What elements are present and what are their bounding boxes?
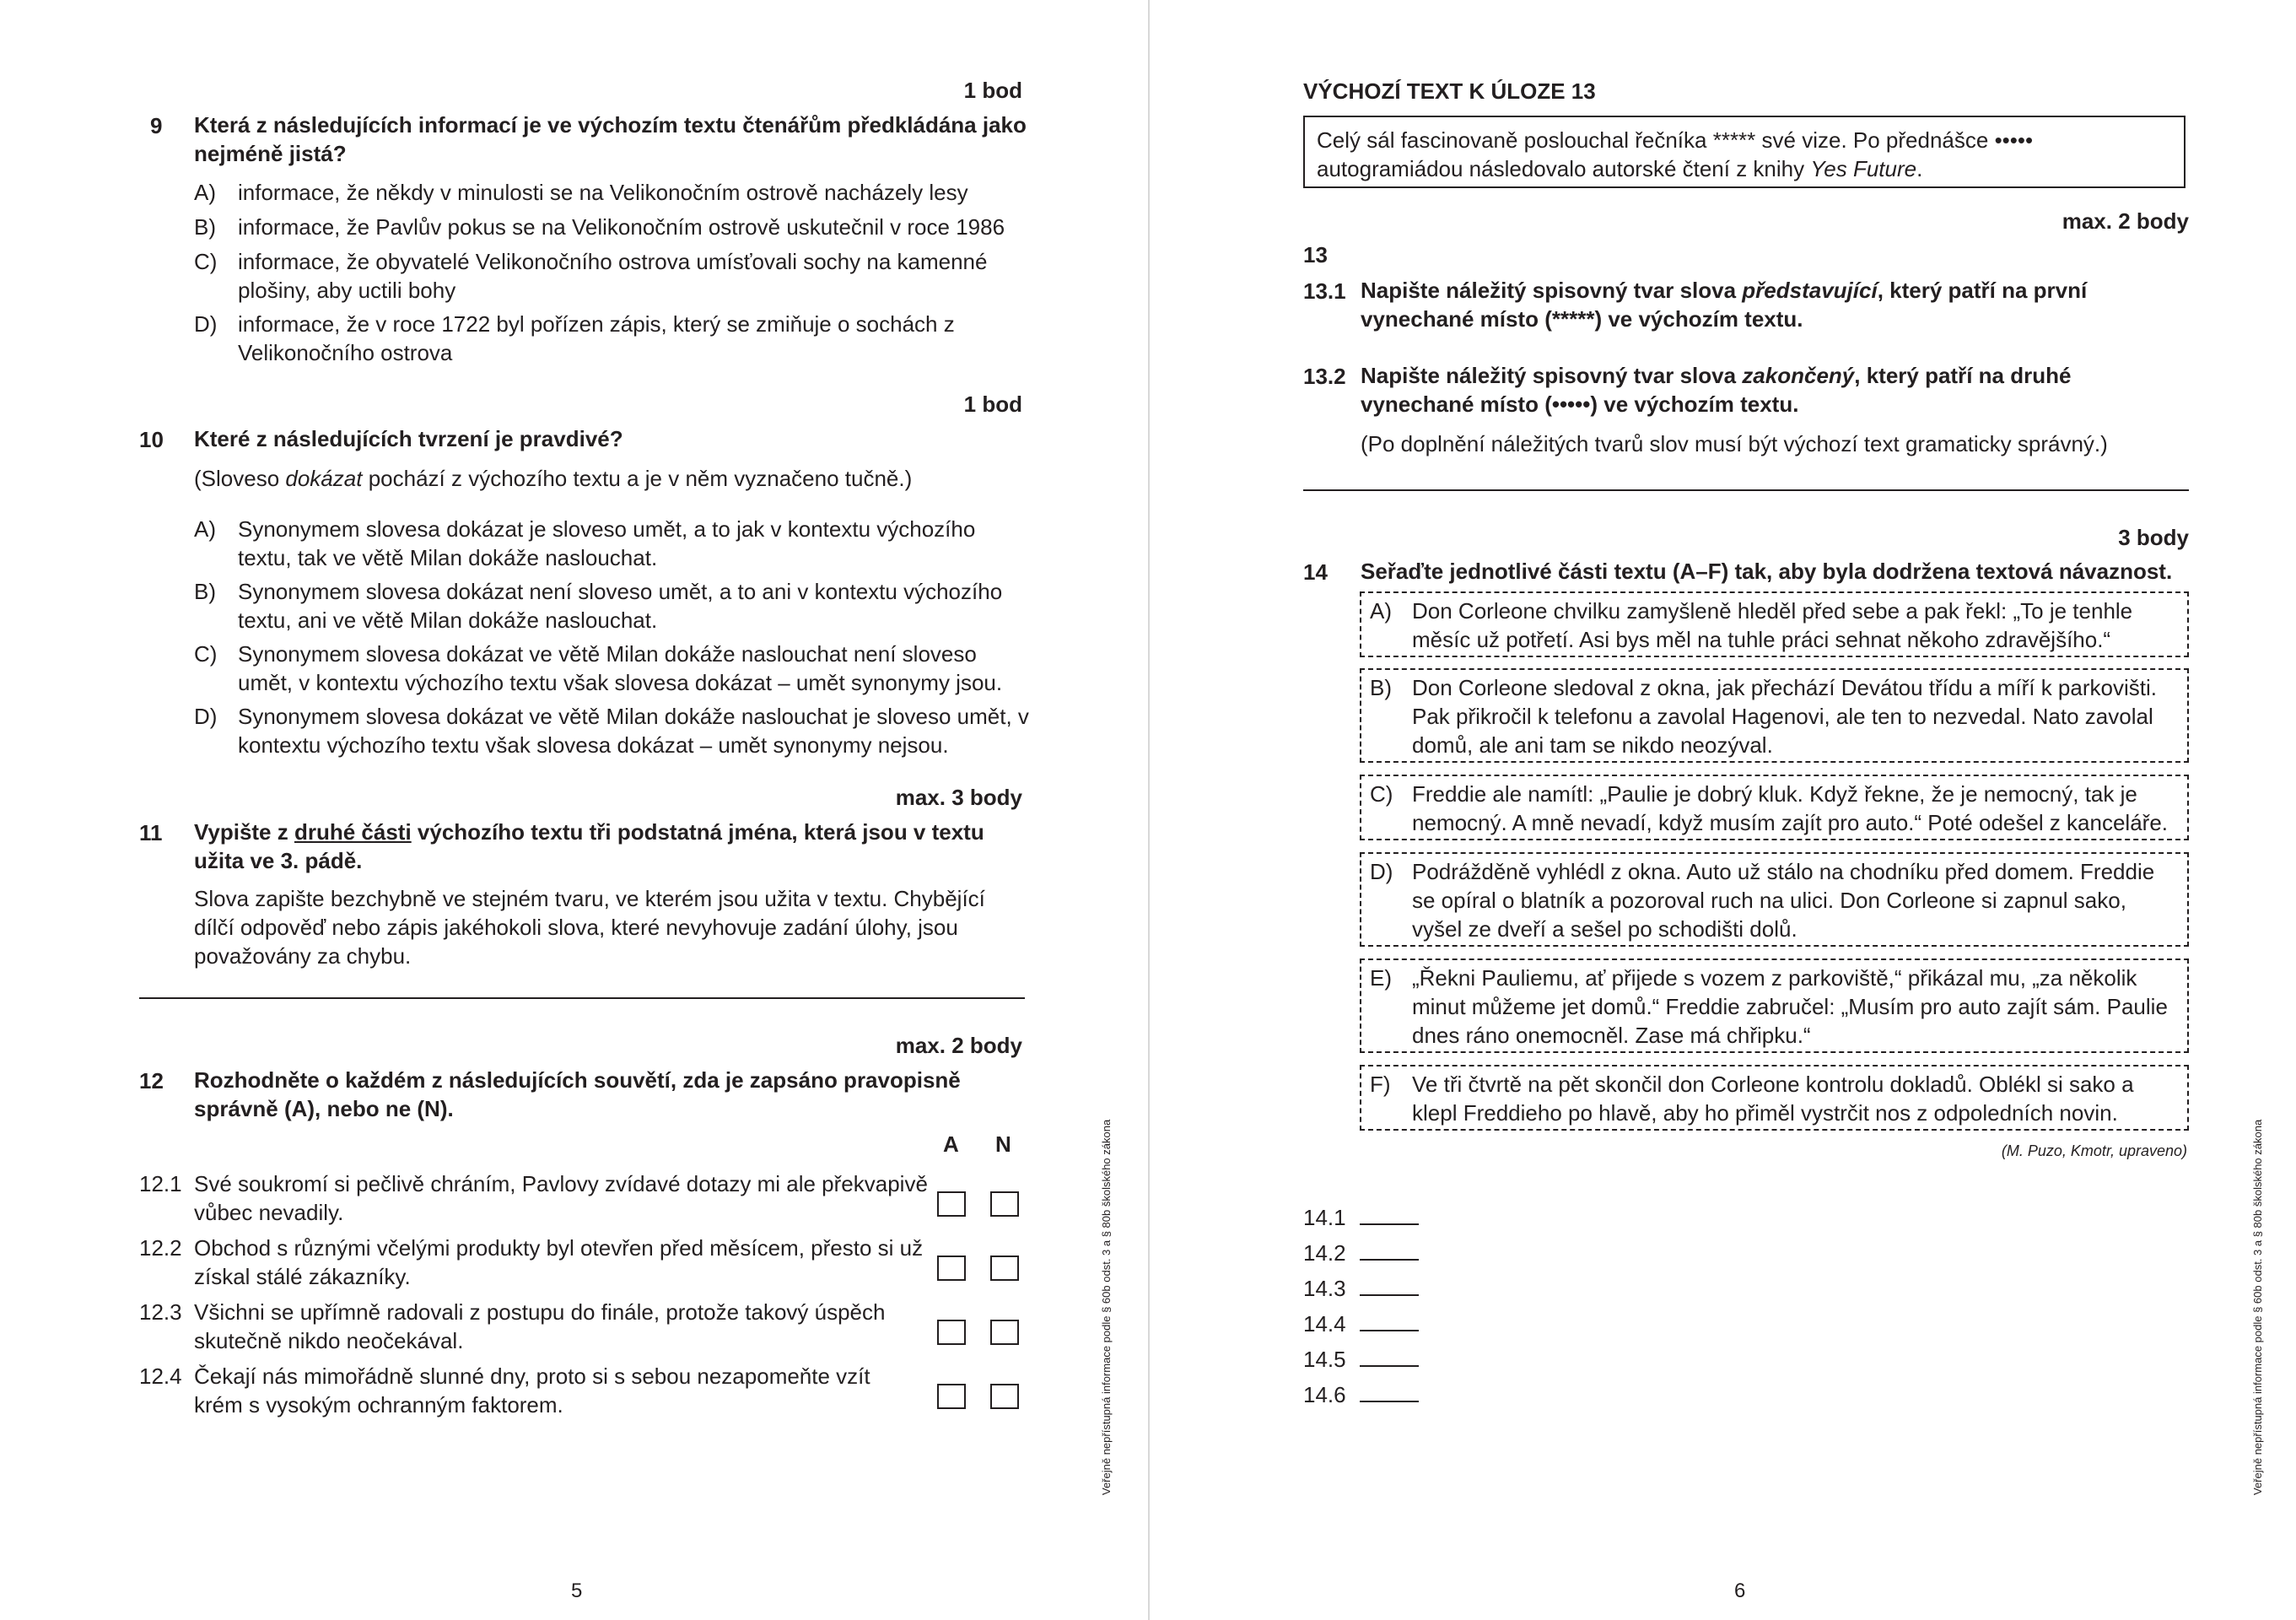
subquestion-number: 13.1 xyxy=(1303,278,1346,304)
option-text: Synonymem slovesa dokázat ve větě Milan dokáže naslouchat není sloveso umět, v kontextu výchozího textu však slovesa dokázat – umět synonymy jsou. xyxy=(238,641,1003,695)
part-text: Freddie ale namítl: „Paulie je dobrý kluk. Když řekne, že je nemocný, tak je nemocný. A mně nevadí, když musím zajít pro auto.“ Poté odešel z kanceláře. xyxy=(1412,781,2169,835)
question-number: 9 xyxy=(150,113,163,138)
part-text: Podrážděně vyhlédl z okna. Auto už stálo na chodníku před domem. Freddie se opíral o blatník a pozoroval ruch na ulici. Don Corleone si zapnul sako, vyšel ze dveří a sešel po schodišti dolů. xyxy=(1412,859,2155,942)
question-instructions: Slova zapište bezchybně ve stejném tvaru, ve kterém jsou užita v textu. Chybějící dílčí odpověď nebo zápis jakéhokoli slova, které nevyhovuje zadání úlohy, jsou považovány za chybu. xyxy=(194,886,985,969)
option-text: Synonymem slovesa dokázat není sloveso umět, a to ani v kontextu výchozího textu, ani ve větě Milan dokáže naslouchat. xyxy=(238,579,1003,633)
answer-line-3: 14.3 xyxy=(1303,1274,1419,1303)
page-number: 6 xyxy=(1734,1580,1746,1602)
checkbox-n[interactable] xyxy=(990,1320,1019,1345)
option-text: Synonymem slovesa dokázat ve větě Milan dokáže naslouchat je sloveso umět, v kontextu výchozího textu však slovesa dokázat – umět synonymy nejsou. xyxy=(238,704,1029,758)
part-letter: E) xyxy=(1370,965,1392,991)
column-header-n: N xyxy=(995,1131,1011,1157)
question-number: 14 xyxy=(1303,559,1328,585)
item-text: Své soukromí si pečlivě chráním, Pavlovy zvídavé dotazy mi ale překvapivě vůbec nevadily. xyxy=(194,1171,928,1225)
points-label: max. 2 body xyxy=(895,1033,1022,1058)
answer-blank[interactable] xyxy=(1360,1313,1419,1331)
source-text-box: Celý sál fascinovaně poslouchal řečníka ***** své vize. Po přednášce ••••• autogramiádou následovalo autorské čtení z knihy Yes Future. xyxy=(1303,116,2186,188)
subquestion-text: Napište náležitý spisovný tvar slova představující, který patří na první vynechané místo (*****) ve výchozím textu. xyxy=(1361,278,2088,332)
checkbox-a[interactable] xyxy=(937,1320,966,1345)
answer-line-6: 14.6 xyxy=(1303,1380,1419,1409)
question-text: Seřaďte jednotlivé části textu (A–F) tak, aby byla dodržena textová návaznost. xyxy=(1361,559,2173,584)
checkbox-n[interactable] xyxy=(990,1191,1019,1217)
question-note: (Po doplnění náležitých tvarů slov musí být výchozí text gramaticky správný.) xyxy=(1361,431,2108,456)
item-number: 12.2 xyxy=(139,1235,182,1261)
option-letter: A) xyxy=(194,516,216,542)
answer-blank[interactable] xyxy=(1360,1348,1419,1367)
points-label: max. 2 body xyxy=(2062,208,2189,234)
points-label: max. 3 body xyxy=(895,785,1022,810)
checkbox-n[interactable] xyxy=(990,1384,1019,1409)
answer-blank[interactable] xyxy=(1360,1242,1419,1261)
item-number: 12.4 xyxy=(139,1364,182,1389)
divider xyxy=(139,997,1025,999)
question-note: (Sloveso dokázat pochází z výchozího textu a je v něm vyznačeno tučně.) xyxy=(194,466,913,491)
question-number: 12 xyxy=(139,1068,164,1094)
page-6 xyxy=(1150,0,2296,1620)
checkbox-a[interactable] xyxy=(937,1256,966,1281)
option-text: informace, že obyvatelé Velikonočního ostrova umísťovali sochy na kamenné plošiny, aby uctili bohy xyxy=(238,249,988,303)
column-header-a: A xyxy=(943,1131,959,1157)
question-text: Které z následujících tvrzení je pravdivé? xyxy=(194,426,623,451)
part-text: Ve tři čtvrtě na pět skončil don Corleone kontrolu dokladů. Oblékl si sako a klepl Freddieho po hlavě, aby ho přiměl vystrčit nos z odpoledních novin. xyxy=(1412,1072,2134,1126)
text-part-c xyxy=(1360,775,2189,840)
part-letter: B) xyxy=(1370,675,1392,700)
text-part-d xyxy=(1360,852,2189,947)
page-number: 5 xyxy=(571,1580,583,1602)
option-letter: B) xyxy=(194,579,216,604)
subquestion-number: 13.2 xyxy=(1303,364,1346,389)
part-letter: A) xyxy=(1370,598,1392,624)
answer-line-2: 14.2 xyxy=(1303,1239,1419,1267)
option-letter: D) xyxy=(194,311,218,337)
subquestion-text: Napište náležitý spisovný tvar slova zakončený, který patří na druhé vynechané místo (•••••) ve výchozím textu. xyxy=(1361,363,2072,417)
item-text: Všichni se upřímně radovali z postupu do finále, protože takový úspěch skutečně nikdo neočekával. xyxy=(194,1299,886,1353)
text-source: (M. Puzo, Kmotr, upraveno) xyxy=(2001,1142,2187,1159)
points-label: 3 body xyxy=(2118,525,2189,550)
checkbox-a[interactable] xyxy=(937,1191,966,1217)
part-text: Don Corleone chvilku zamyšleně hleděl před sebe a pak řekl: „To je tenhle měsíc už potřetí. Asi bys měl na tuhle práci sehnat někoho zdravějšího.“ xyxy=(1412,598,2133,652)
option-text: informace, že Pavlův pokus se na Velikonočním ostrově uskutečnil v roce 1986 xyxy=(238,214,1005,240)
points-label: 1 bod xyxy=(963,392,1022,417)
answer-line-4: 14.4 xyxy=(1303,1310,1419,1338)
part-letter: C) xyxy=(1370,781,1393,807)
answer-line-5: 14.5 xyxy=(1303,1345,1419,1374)
question-text: Rozhodněte o každém z následujících souvětí, zda je zapsáno pravopisně správně (A), nebo ne (N). xyxy=(194,1067,961,1121)
item-number: 12.3 xyxy=(139,1299,182,1325)
source-heading: VÝCHOZÍ TEXT K ÚLOZE 13 xyxy=(1303,78,1596,104)
question-text: Která z následujících informací je ve výchozím textu čtenářům předkládána jako nejméně jistá? xyxy=(194,112,1027,166)
item-number: 12.1 xyxy=(139,1171,182,1196)
text-part-a xyxy=(1360,591,2189,657)
item-text: Obchod s různými včelými produkty byl otevřen před měsícem, přesto si už získal stálé zákazníky. xyxy=(194,1235,924,1289)
option-letter: C) xyxy=(194,641,218,667)
question-number: 13 xyxy=(1303,242,1328,267)
question-text: Vypište z druhé části výchozího textu tři podstatná jména, která jsou v textu užita ve 3. pádě. xyxy=(194,819,984,873)
question-number: 11 xyxy=(139,820,163,845)
blank-marker-2: ••••• xyxy=(1994,127,2034,153)
option-letter: B) xyxy=(194,214,216,240)
question-number: 10 xyxy=(139,427,164,452)
text-part-e xyxy=(1360,958,2189,1053)
points-label: 1 bod xyxy=(963,78,1022,103)
answer-line-1: 14.1 xyxy=(1303,1203,1419,1232)
item-text: Čekají nás mimořádně slunné dny, proto si s sebou nezapomeňte vzít krém s vysokým ochranným faktorem. xyxy=(194,1364,870,1418)
option-letter: C) xyxy=(194,249,218,274)
answer-blank[interactable] xyxy=(1360,1384,1419,1402)
option-letter: A) xyxy=(194,180,216,205)
option-text: Synonymem slovesa dokázat je sloveso umět, a to jak v kontextu výchozího textu, tak ve větě Milan dokáže naslouchat. xyxy=(238,516,976,570)
side-note: Veřejně nepřístupná informace podle § 60b odst. 3 a § 80b školského zákona xyxy=(2251,1119,2264,1495)
side-note: Veřejně nepřístupná informace podle § 60b odst. 3 a § 80b školského zákona xyxy=(1100,1119,1113,1495)
divider xyxy=(1303,489,2189,491)
part-letter: D) xyxy=(1370,859,1393,884)
answer-blank[interactable] xyxy=(1360,1207,1419,1225)
option-letter: D) xyxy=(194,704,218,729)
part-letter: F) xyxy=(1370,1072,1391,1097)
answer-blank[interactable] xyxy=(1360,1277,1419,1296)
blank-marker-1: ***** xyxy=(1712,127,1756,153)
checkbox-n[interactable] xyxy=(990,1256,1019,1281)
part-text: „Řekni Pauliemu, ať přijede s vozem z parkoviště,“ přikázal mu, „za několik minut můžeme jet domů.“ Freddie zabručel: „Musím pro auto zajít sám. Paulie dnes ráno onemocněl. Zase má chřipku.“ xyxy=(1412,965,2168,1048)
part-text: Don Corleone sledoval z okna, jak přechází Devátou třídu a míří k parkovišti. Pak přikročil k telefonu a zavolal Hagenovi, ale ten to nezvedal. Nato zavolal domů, ale ani tam se nikdo neozýval. xyxy=(1412,675,2157,758)
option-text: informace, že někdy v minulosti se na Velikonočním ostrově nacházely lesy xyxy=(238,180,968,205)
option-text: informace, že v roce 1722 byl pořízen zápis, který se zmiňuje o sochách z Velikonočního ostrova xyxy=(238,311,955,365)
checkbox-a[interactable] xyxy=(937,1384,966,1409)
text-part-b xyxy=(1360,668,2189,763)
text-part-f xyxy=(1360,1065,2189,1131)
